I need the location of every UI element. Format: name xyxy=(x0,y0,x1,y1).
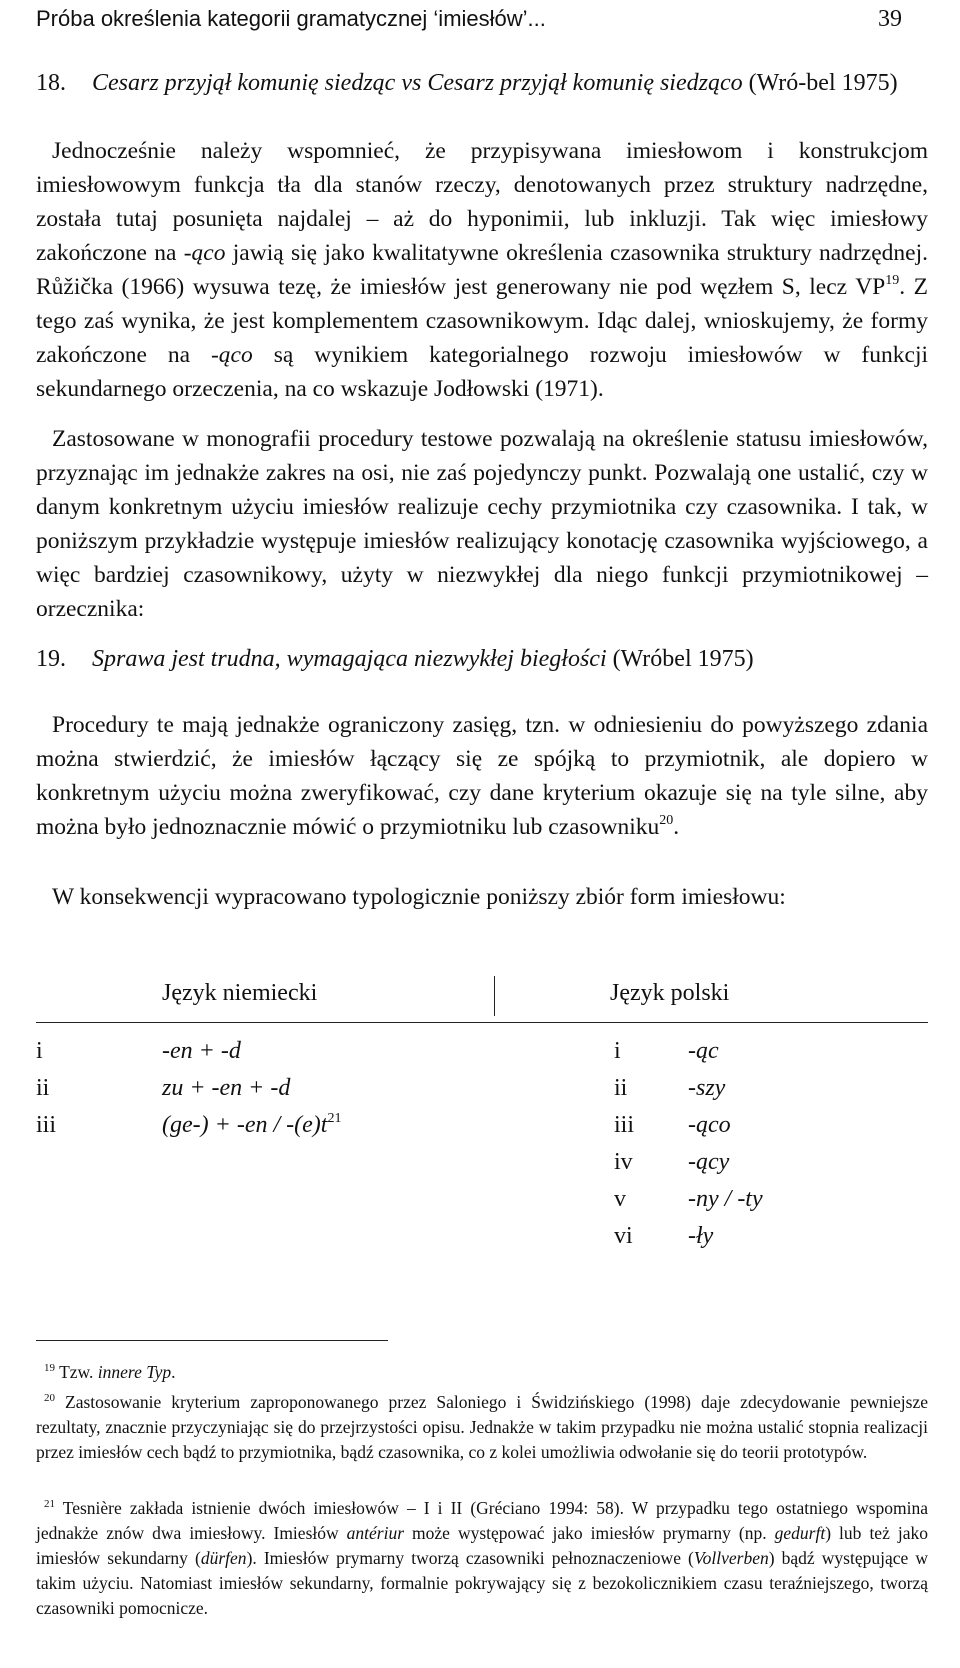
footnote-text: . xyxy=(171,1362,176,1382)
footnote-term: gedurft xyxy=(774,1523,826,1543)
row-form: -ąc xyxy=(688,1038,719,1064)
footnote-term: dürfen xyxy=(200,1548,247,1568)
footnote-rule xyxy=(36,1340,388,1341)
paragraph-text: . Z tego zaś wynika, że jest komplementem czasownikowym. Idąc dalej, wnioskujemy, że formy zakończone na xyxy=(36,274,928,368)
suffix-term: -ąco xyxy=(183,240,226,266)
example-19 xyxy=(36,642,928,676)
footnote-text: może występować jako imiesłów prymarny (np. xyxy=(404,1523,775,1543)
row-form: -en + -d xyxy=(162,1038,241,1064)
footnote-ref-19[interactable]: 19 xyxy=(885,273,900,288)
example-number: 18. xyxy=(36,70,66,96)
row-form: -ły xyxy=(688,1223,714,1249)
paragraph-text: Zastosowane w monografii procedury testowe pozwalają na określenie statusu imiesłowów, przyznając im jednakże zakres na osi, nie zaś pojedynczy punkt. Pozwalają one ustalić, czy w danym konkretnym użyciu imiesłów realizuje cechy przymiotnika czy czasownika. I tak, w poniższym przykładzie występuje imiesłów realizujący konotację czasownika wyjściowego, a więc bardziej czasownikowy, użyty w niezwykłej dla niego funkcji przymiotnikowej – orzecznika: xyxy=(36,426,928,622)
participle-forms-table xyxy=(36,980,928,1249)
row-numeral: ii xyxy=(36,1075,50,1101)
paragraph-text: . xyxy=(673,814,680,840)
row-numeral: iii xyxy=(36,1112,57,1138)
row-numeral: iv xyxy=(614,1149,633,1175)
paragraph-text: Jednocześnie należy wspomnieć, że przypisywana imiesłowom i konstrukcjom imiesłowowym funkcja tła dla stanów rzeczy, denotowanych przez struktury nadrzędne, została tutaj posunięta najdalej – aż do hyponimii, lub inkluzji. Tak więc imiesłowy zakończone na xyxy=(36,138,928,266)
example-18 xyxy=(36,66,928,100)
footnote-text: ) bądź występujące w takim użyciu. Natomiast imiesłów sekundarny, formalnie pokrywający się z bezokolicznikiem czasu teraźniejszego, tworzą czasowniki pomocnicze. xyxy=(36,1548,929,1618)
row-numeral: vi xyxy=(614,1223,633,1249)
example-citation: (Wróbel 1975) xyxy=(606,646,754,672)
footnote-21 xyxy=(36,1496,928,1621)
row-form: -ąco xyxy=(688,1112,731,1138)
footnote-term: innere Typ xyxy=(97,1362,172,1382)
footnote-19 xyxy=(36,1360,928,1385)
example-sentence: Sprawa jest trudna, wymagająca niezwykłej biegłości xyxy=(92,646,607,672)
footnote-term: antériur xyxy=(346,1523,405,1543)
footnote-text: Zastosowanie kryterium zaproponowanego przez Saloniego i Świdzińskiego (1998) daje zdecydowanie pewniejsze rezultaty, znacznie przyczyniając się do przejrzystości opisu. Jednakże w takim przypadku nie można ustalić stopnia realizacji przez imiesłów cech bądź to przymiotnika, bądź czasownika, co z kolei umożliwia odwołanie się do teorii prototypów. xyxy=(36,1392,929,1462)
row-form: (ge-) + -en / -(e)t xyxy=(162,1112,328,1138)
running-header xyxy=(36,6,924,36)
footnote-ref-20[interactable]: 20 xyxy=(659,813,674,828)
footnote-ref-21[interactable]: 21 xyxy=(327,1111,342,1126)
footnote-term: Vollverben xyxy=(693,1548,769,1568)
footnote-text: Tesnière zakłada istnienie dwóch imiesłowów – I i II (Gréciano 1994: 58). W przypadku tego ostatniego wspomina jednakże znów dwa imiesłowy. Imiesłów xyxy=(36,1498,928,1543)
page-number: 39 xyxy=(878,6,902,32)
paragraph-text: W konsekwencji wypracowano typologicznie poniższy zbiór form imiesłowu: xyxy=(52,884,786,910)
example-citation: (Wró-bel 1975) xyxy=(742,70,898,96)
suffix-term: -ąco xyxy=(210,342,253,368)
row-form: -ny / -ty xyxy=(688,1186,763,1212)
example-sentence-a: Cesarz przyjął komunię siedząc xyxy=(92,70,396,96)
paragraph-text: jawią się jako kwalitatywne określenia czasownika struktury nadrzędnej. Růžička (1966) wysuwa tezę, że imiesłów jest generowany nie pod węzłem S, lecz VP xyxy=(36,240,928,300)
paragraph-4 xyxy=(36,880,928,914)
row-form: -ący xyxy=(688,1149,730,1175)
row-form: -szy xyxy=(688,1075,726,1101)
paragraph-1 xyxy=(36,134,928,406)
paragraph-text: Procedury te mają jednakże ograniczony zasięg, tzn. w odniesieniu do powyższego zdania można stwierdzić, że imiesłów łączący się ze spójką to przymiotnik, ale dopiero w konkretnym użyciu można zweryfikować, czy dane kryterium okazuje się na tyle silne, aby można było jednoznacznie mówić o przymiotniku lub czasowniku xyxy=(36,712,928,840)
row-numeral: i xyxy=(36,1038,43,1064)
row-numeral: v xyxy=(614,1186,626,1212)
column-header-german: Język niemiecki xyxy=(162,980,318,1006)
paragraph-3 xyxy=(36,708,928,844)
row-numeral: ii xyxy=(614,1075,628,1101)
paragraph-text: są wynikiem kategorialnego rozwoju imiesłowów w funkcji sekundarnego orzeczenia, na co wskazuje Jodłowski (1971). xyxy=(36,342,928,402)
row-numeral: iii xyxy=(614,1112,635,1138)
row-numeral: i xyxy=(614,1038,621,1064)
header-rule xyxy=(36,1022,928,1023)
paragraph-2 xyxy=(36,422,928,626)
footnote-text: ). Imiesłów prymarny tworzą czasowniki pełnoznaczeniowe ( xyxy=(246,1548,694,1568)
footnote-text: Tzw. xyxy=(59,1362,98,1382)
footnote-number: 21 xyxy=(44,1498,55,1510)
column-divider xyxy=(494,976,495,1016)
example-vs: vs xyxy=(395,70,428,96)
header-title: Próba określenia kategorii gramatycznej ‘imiesłów’... xyxy=(36,6,546,31)
footnote-text: ) lub też jako imiesłów sekundarny ( xyxy=(36,1523,928,1568)
column-header-polish: Język polski xyxy=(610,980,730,1006)
footnote-number: 19 xyxy=(44,1362,55,1374)
example-number: 19. xyxy=(36,646,66,672)
example-sentence-b: Cesarz przyjął komunię siedząco xyxy=(427,70,743,96)
row-form: zu + -en + -d xyxy=(162,1075,291,1101)
footnote-20 xyxy=(36,1390,928,1465)
footnote-number: 20 xyxy=(44,1392,55,1404)
